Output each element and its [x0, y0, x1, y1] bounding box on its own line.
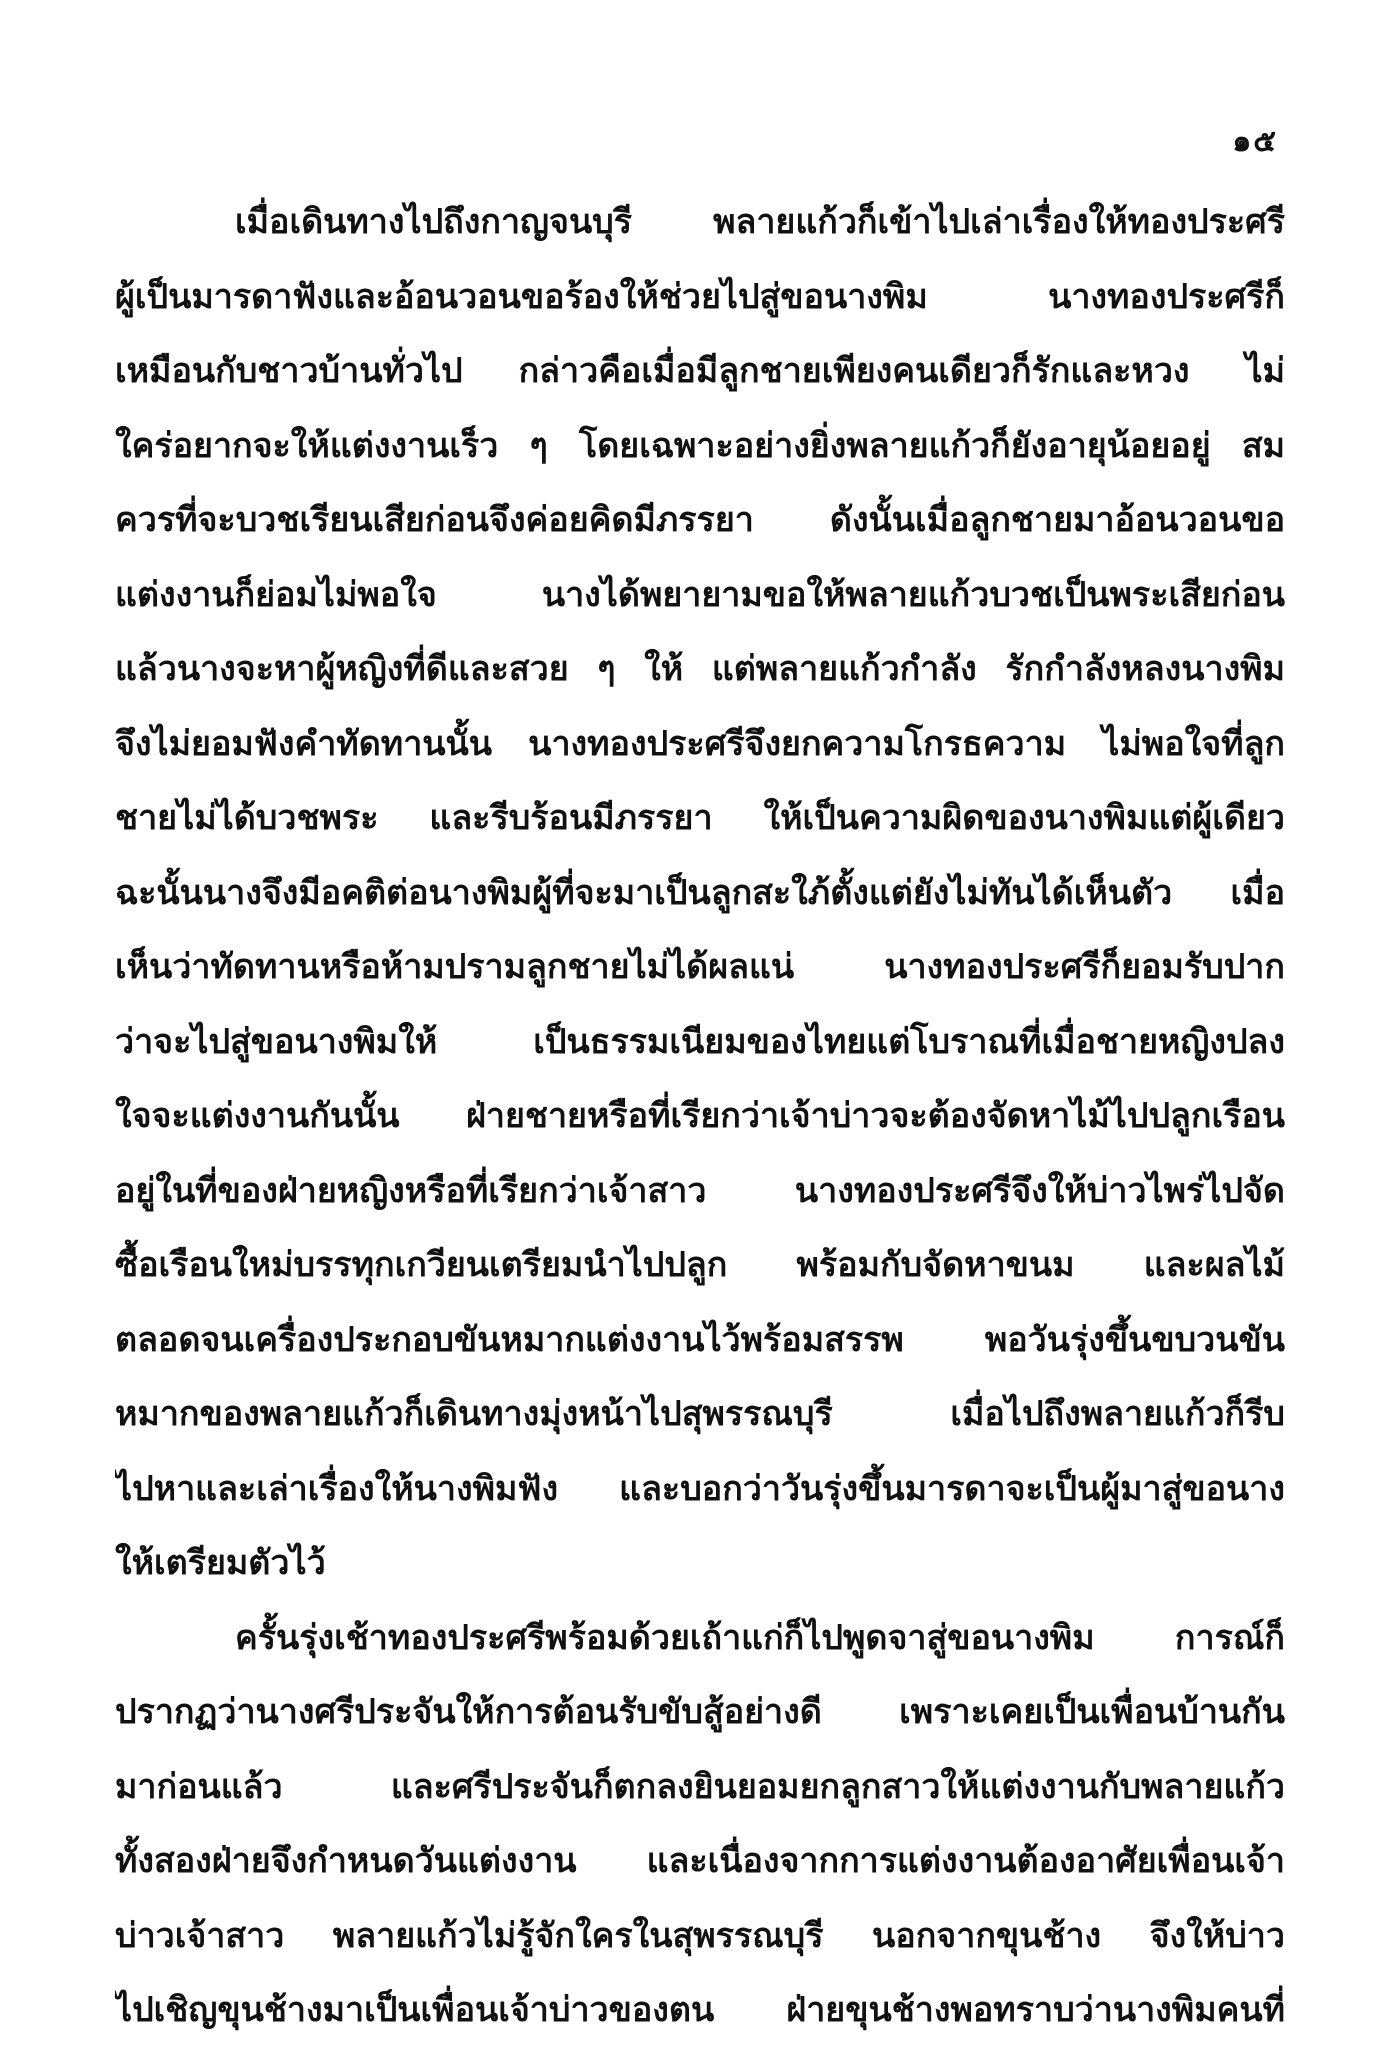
paragraph-line: ชายไม่ได้บวชพระ และรีบร้อนมีภรรยา ให้เป็นความผิดของนางพิมแต่ผู้เดียว	[115, 798, 1285, 838]
paragraph-line: ไปหาและเล่าเรื่องให้นางพิมฟัง และบอกว่าวันรุ่งขึ้นมารดาจะเป็นผู้มาสู่ขอนาง	[115, 1468, 1285, 1509]
paragraph-line: ให้เตรียมตัวไว้	[115, 1543, 326, 1583]
paragraph-line: แต่งงานก็ย่อมไม่พอใจ นางได้พยายามขอให้พลายแก้วบวชเป็นพระเสียก่อน	[115, 574, 1285, 615]
paragraph-line: ทั้งสองฝ่ายจึงกำหนดวันแต่งงาน และเนื่องจากการแต่งงานต้องอาศัยเพื่อนเจ้า	[115, 1841, 1285, 1881]
paragraph-line: อยู่ในที่ของฝ่ายหญิงหรือที่เรียกว่าเจ้าสาว นางทองประศรีจึงให้บ่าวไพร่ไปจัด	[115, 1170, 1285, 1211]
paragraph-line: เห็นว่าทัดทานหรือห้ามปรามลูกชายไม่ได้ผลแน่ นางทองประศรีก็ยอมรับปาก	[115, 947, 1285, 987]
paragraph-line: ซื้อเรือนใหม่บรรทุกเกวียนเตรียมนำไปปลูก พร้อมกับจัดหาขนม และผลไม้	[115, 1245, 1285, 1285]
paragraph-line: มาก่อนแล้ว และศรีประจันก็ตกลงยินยอมยกลูกสาวให้แต่งงานกับพลายแก้ว	[115, 1766, 1285, 1807]
page-number: ๑๕	[1232, 124, 1278, 159]
paragraph-line: เมื่อเดินทางไปถึงกาญจนบุรี พลายแก้วก็เข้าไปเล่าเรื่องให้ทองประศรี	[235, 202, 1285, 242]
paragraph-line: ฉะนั้นนางจึงมีอคติต่อนางพิมผู้ที่จะมาเป็นลูกสะใภ้ตั้งแต่ยังไม่ทันได้เห็นตัว เมื่อ	[115, 872, 1285, 913]
paragraph-line: ควรที่จะบวชเรียนเสียก่อนจึงค่อยคิดมีภรรยา ดังนั้นเมื่อลูกชายมาอ้อนวอนขอ	[115, 500, 1285, 540]
paragraph-line: ใจจะแต่งงานกันนั้น ฝ่ายชายหรือที่เรียกว่าเจ้าบ่าวจะต้องจัดหาไม้ไปปลูกเรือน	[115, 1096, 1285, 1136]
body-text	[115, 185, 1285, 2048]
paragraph-line: ครั้นรุ่งเช้าทองประศรีพร้อมด้วยเถ้าแก่ก็ไปพูดจาสู่ขอนางพิม การณ์ก็	[235, 1617, 1285, 1658]
paragraph-line: ปรากฏว่านางศรีประจันให้การต้อนรับขับสู้อย่างดี เพราะเคยเป็นเพื่อนบ้านกัน	[115, 1692, 1285, 1732]
paragraph-line: ตลอดจนเครื่องประกอบขันหมากแต่งงานไว้พร้อมสรรพ พอวันรุ่งขึ้นขบวนขัน	[115, 1319, 1285, 1360]
paragraph-line: หมากของพลายแก้วก็เดินทางมุ่งหน้าไปสุพรรณบุรี เมื่อไปถึงพลายแก้วก็รีบ	[115, 1394, 1285, 1434]
paragraph-line: ว่าจะไปสู่ขอนางพิมให้ เป็นธรรมเนียมของไทยแต่โบราณที่เมื่อชายหญิงปลง	[115, 1021, 1285, 1062]
paragraph-line: ใคร่อยากจะให้แต่งงานเร็ว ๆ โดยเฉพาะอย่างยิ่งพลายแก้วก็ยังอายุน้อยอยู่ สม	[115, 425, 1285, 466]
paragraph-line: ผู้เป็นมารดาฟังและอ้อนวอนขอร้องให้ช่วยไปสู่ขอนางพิม นางทองประศรีก็	[115, 276, 1285, 317]
paragraph-line: เหมือนกับชาวบ้านทั่วไป กล่าวคือเมื่อมีลูกชายเพียงคนเดียวก็รักและหวง ไม่	[115, 351, 1285, 391]
paragraph-line: จึงไม่ยอมฟังคำทัดทานนั้น นางทองประศรีจึงยกความโกรธความ ไม่พอใจที่ลูก	[115, 723, 1285, 764]
paragraph-line: บ่าวเจ้าสาว พลายแก้วไม่รู้จักใครในสุพรรณบุรี นอกจากขุนช้าง จึงให้บ่าว	[115, 1915, 1285, 1956]
paragraph-line: แล้วนางจะหาผู้หญิงที่ดีและสวย ๆ ให้ แต่พลายแก้วกำลัง รักกำลังหลงนางพิม	[115, 649, 1285, 689]
paragraph-line: ไปเชิญขุนช้างมาเป็นเพื่อนเจ้าบ่าวของตน ฝ่ายขุนช้างพอทราบว่านางพิมคนที่	[115, 1990, 1285, 2030]
